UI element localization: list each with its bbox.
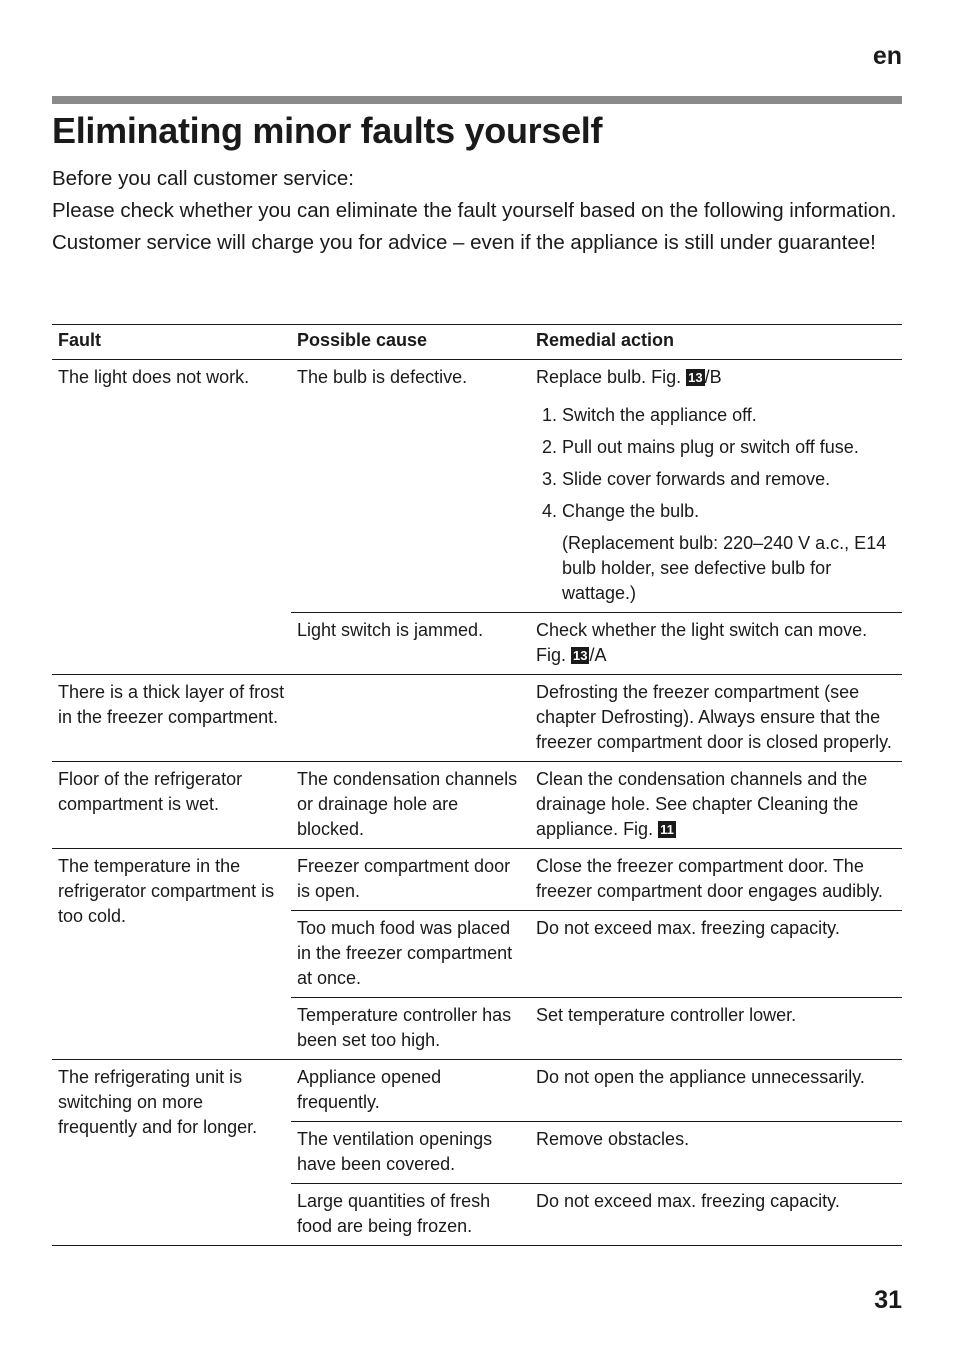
cause-cell: The ventilation openings have been covered.	[291, 1122, 530, 1184]
cause-cell: Temperature controller has been set too high.	[291, 998, 530, 1060]
replacement-bulb-note: (Replacement bulb: 220–240 V a.c., E14 bulb holder, see defective bulb for wattage.)	[562, 533, 887, 603]
action-cell: Set temperature controller lower.	[530, 998, 902, 1060]
action-text: Clean the condensation channels and the drainage hole. See chapter Cleaning the appliance. Fig.	[536, 769, 868, 839]
step-item: 1. Switch the appliance off.	[562, 403, 896, 428]
header-rule	[52, 96, 902, 104]
table-row	[52, 1060, 902, 1122]
action-text: Check whether the light switch can move. Fig.	[536, 620, 868, 665]
language-code: en	[872, 42, 902, 70]
fault-cell: The refrigerating unit is switching on more frequently and for longer.	[52, 1060, 291, 1246]
action-cell	[530, 613, 902, 675]
intro-paragraph: Please check whether you can eliminate the fault yourself based on the following information.	[52, 199, 897, 222]
header-possible-cause: Possible cause	[291, 325, 530, 360]
intro-paragraph: Customer service will charge you for advice – even if the appliance is still under guarantee!	[52, 231, 876, 254]
cause-cell: Freezer compartment door is open.	[291, 849, 530, 911]
cause-cell	[291, 675, 530, 762]
cause-cell: The condensation channels or drainage hole are blocked.	[291, 762, 530, 849]
header-remedial-action: Remedial action	[530, 325, 902, 360]
fault-table	[52, 324, 902, 1246]
step-item: 3. Slide cover forwards and remove.	[562, 467, 896, 492]
step-list	[536, 403, 896, 524]
intro-text	[52, 166, 902, 262]
fault-cell: There is a thick layer of frost in the freezer compartment.	[52, 675, 291, 762]
cause-cell: Appliance opened frequently.	[291, 1060, 530, 1122]
cause-cell: Too much food was placed in the freezer compartment at once.	[291, 911, 530, 998]
intro-paragraph: Before you call customer service:	[52, 167, 354, 190]
fault-cell: Floor of the refrigerator compartment is wet.	[52, 762, 291, 849]
fault-cell: The temperature in the refrigerator compartment is too cold.	[52, 849, 291, 1060]
table-header-row	[52, 325, 902, 360]
action-cell: Defrosting the freezer compartment (see chapter Defrosting). Always ensure that the freezer compartment door is closed properly.	[530, 675, 902, 762]
action-cell: Close the freezer compartment door. The freezer compartment door engages audibly.	[530, 849, 902, 911]
action-cell: Do not exceed max. freezing capacity.	[530, 911, 902, 998]
action-cell	[530, 762, 902, 849]
table-row	[52, 762, 902, 849]
table-row	[52, 849, 902, 911]
page-title: Eliminating minor faults yourself	[52, 110, 603, 151]
action-cell	[530, 360, 902, 613]
action-cell: Do not open the appliance unnecessarily.	[530, 1060, 902, 1122]
table-row	[52, 675, 902, 762]
step-item: 2. Pull out mains plug or switch off fuse.	[562, 435, 896, 460]
action-cell: Do not exceed max. freezing capacity.	[530, 1184, 902, 1246]
page-number: 31	[874, 1286, 902, 1314]
action-text: Replace bulb. Fig.	[536, 367, 687, 387]
header-fault: Fault	[52, 325, 291, 360]
action-text: /B	[704, 367, 722, 387]
table-row	[52, 360, 902, 613]
figure-number-badge: 11	[660, 822, 674, 837]
cause-cell: Large quantities of fresh food are being frozen.	[291, 1184, 530, 1246]
action-cell: Remove obstacles.	[530, 1122, 902, 1184]
step-item: 4. Change the bulb.	[562, 499, 896, 524]
action-text: /A	[589, 645, 607, 665]
figure-number-badge: 13	[688, 370, 703, 385]
cause-cell: The bulb is defective.	[291, 360, 530, 613]
fault-cell: The light does not work.	[52, 360, 291, 675]
figure-number-badge: 13	[573, 648, 588, 663]
cause-cell: Light switch is jammed.	[291, 613, 530, 675]
action-line	[536, 365, 896, 390]
